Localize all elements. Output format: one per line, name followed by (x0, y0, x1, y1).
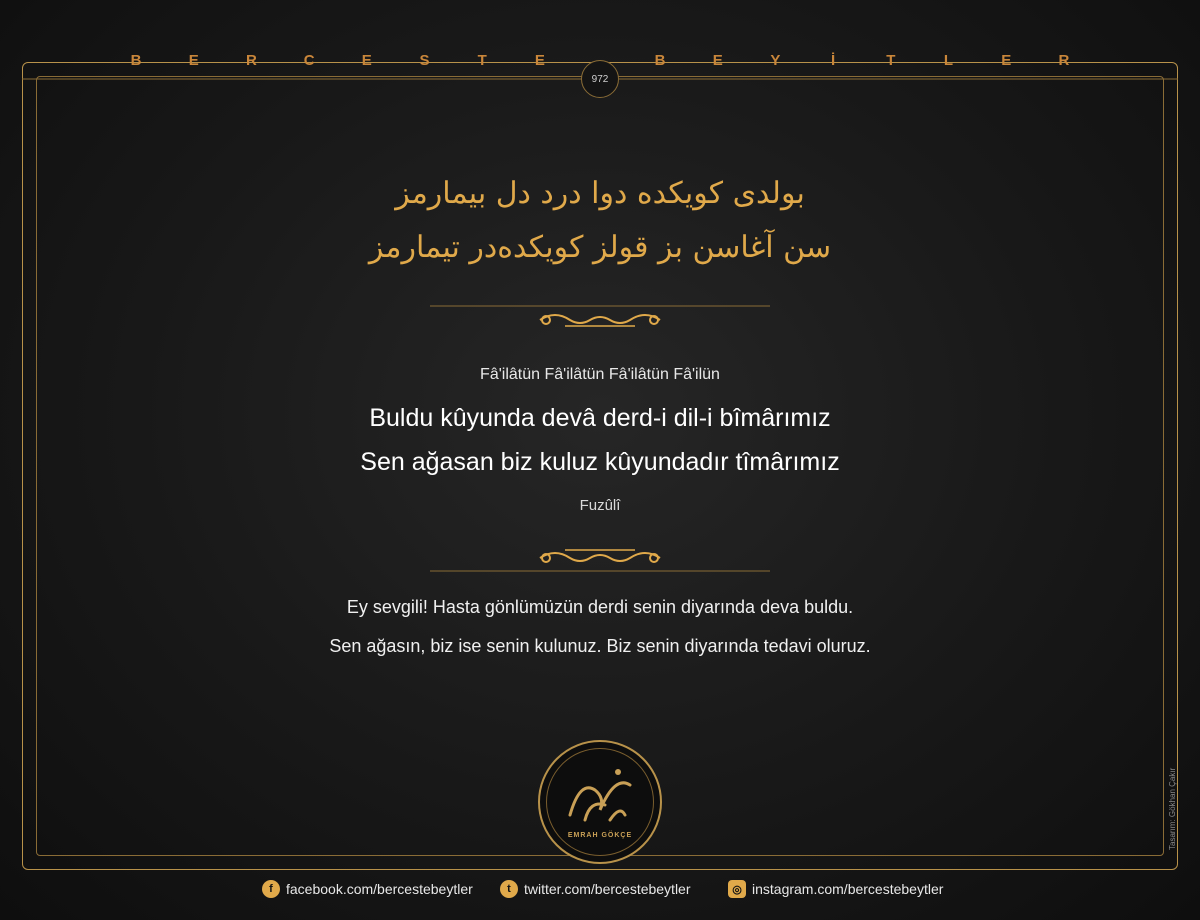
header-letter: T (886, 52, 896, 69)
verse-line-1: Buldu kûyunda devâ derd-i dil-i bîmârımız (369, 404, 831, 432)
poet-name: Fuzûlî (579, 497, 621, 514)
header-word-beyitler (652, 52, 1072, 69)
header-letter: E (361, 52, 372, 69)
ornament-divider-icon (430, 302, 770, 332)
instagram-url: instagram.com/bercestebeytler (752, 881, 944, 897)
translation-line-2: Sen ağasın, biz ise senin kulunuz. Biz senin diyarında tedavi oluruz. (329, 636, 871, 656)
twitter-icon: t (500, 880, 518, 898)
header-letter: L (943, 52, 954, 69)
facebook-url: facebook.com/bercestebeytler (286, 881, 473, 897)
design-credit: Tasarım: Gökhan Çakır (1168, 767, 1177, 850)
twitter-link[interactable] (500, 880, 691, 898)
facebook-icon: f (262, 880, 280, 898)
header-letter: E (712, 52, 723, 69)
header-letter: B (654, 52, 666, 69)
instagram-link[interactable] (728, 880, 943, 898)
ornament-divider-icon (430, 546, 770, 576)
issue-number: 972 (591, 73, 609, 85)
calligraphy-mark-icon (560, 760, 640, 830)
ottoman-line-2: سن آغاسن بز قولز کویکده‌در تیمارمز (368, 230, 832, 265)
facebook-link[interactable] (262, 880, 473, 898)
twitter-url: twitter.com/bercestebeytler (524, 881, 691, 897)
header-letter: E (534, 52, 545, 69)
ottoman-line-1: بولدی کویکده دوا درد دل بیمارمز (395, 176, 805, 211)
header-letter: C (303, 52, 315, 69)
header-letter: S (419, 52, 430, 69)
instagram-icon: ◎ (728, 880, 746, 898)
logo-name: EMRAH GÖKÇE (567, 832, 633, 839)
header-letter: B (130, 52, 142, 69)
header-letter: E (188, 52, 199, 69)
verse-line-2: Sen ağasan biz kuluz kûyundadır tîmârımız (360, 448, 840, 476)
header-letter: E (1001, 52, 1012, 69)
calligraphy-seal-icon (538, 740, 662, 864)
aruz-meter: Fâ'ilâtün Fâ'ilâtün Fâ'ilâtün Fâ'ilün (480, 366, 720, 383)
header-letter: R (1058, 52, 1070, 69)
header-word-bercest (128, 52, 548, 69)
translation-line-1: Ey sevgili! Hasta gönlümüzün derdi senin diyarında deva buldu. (346, 597, 854, 617)
header-letter: Y (770, 52, 781, 69)
header-letter: İ (831, 52, 836, 69)
issue-number-badge (581, 60, 619, 98)
header-letter: T (477, 52, 487, 69)
header-letter: R (245, 52, 257, 69)
